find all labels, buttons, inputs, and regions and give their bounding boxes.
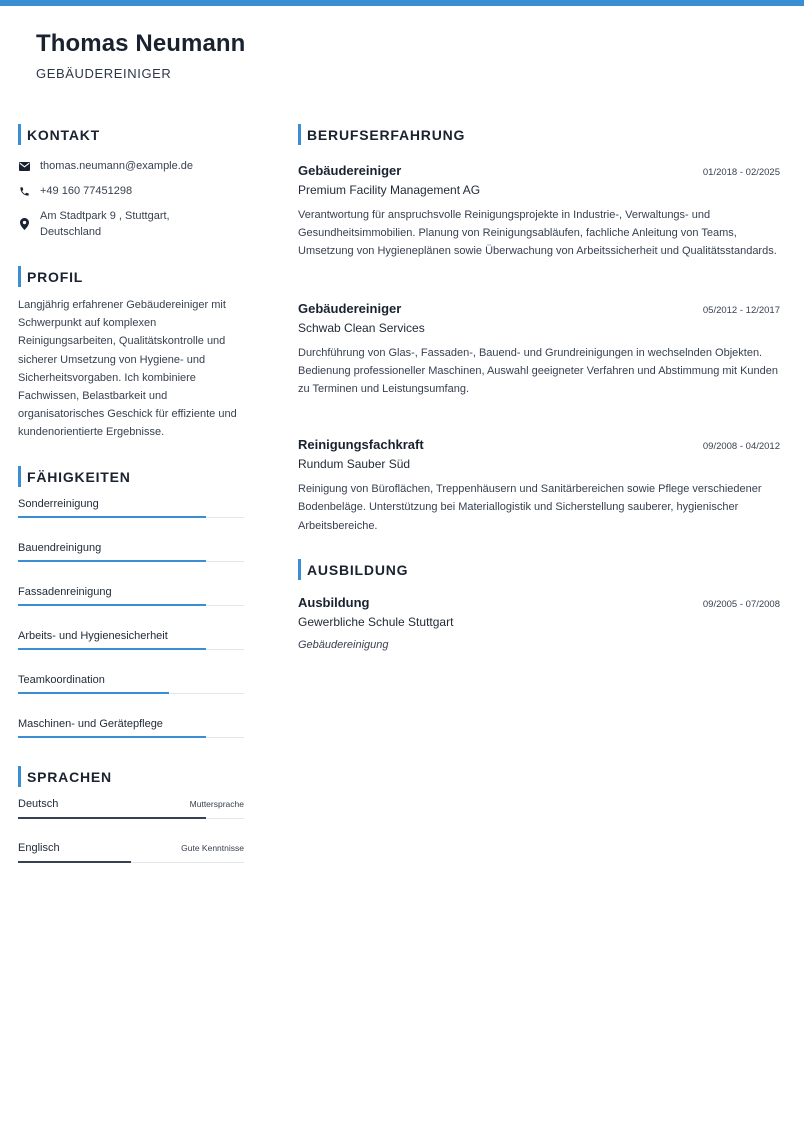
job-company: Premium Facility Management AG (298, 183, 481, 197)
skill-bar-track (18, 561, 244, 562)
language-bar-track (18, 818, 244, 819)
language-name: Deutsch (18, 797, 59, 810)
job-company: Rundum Sauber Süd (298, 457, 411, 472)
experience-item (298, 301, 780, 399)
contact-phone[interactable] (18, 183, 244, 199)
skill-bar-fill (18, 692, 169, 694)
skill-bar-track (18, 737, 244, 738)
section-heading-contact: KONTAKT (18, 124, 244, 146)
contact-address (18, 208, 244, 240)
job-description: Durchführung von Glas-, Fassaden-, Bauend- und Grundreinigungen in wechselnden Objekten. Bedienung professioneller Maschinen, Auswahl geeigneter Verfahren und Abstimmung mit Kunden zu Terminen und Leistungsumfang. (298, 346, 779, 396)
skill-bar-track (18, 605, 244, 606)
language-bar-track (18, 862, 244, 863)
job-title: Gebäudereiniger (298, 300, 402, 316)
job-date: 09/2008 - 04/2012 (702, 441, 780, 453)
right-column (298, 124, 780, 651)
contact-address-text (40, 208, 170, 240)
job-company: Schwab Clean Services (298, 320, 425, 335)
section-heading-skills: FÄHIGKEITEN (18, 466, 244, 488)
candidate-name: Thomas Neumann (36, 30, 246, 57)
contact-email[interactable] (18, 158, 244, 174)
skill-bar-track (18, 693, 244, 694)
contact-phone-text: +49 160 77451298 (40, 185, 133, 197)
section-heading-experience: BERUFSERFAHRUNG (298, 124, 780, 146)
skill-name: Bauendreinigung (18, 541, 102, 554)
left-column (18, 124, 244, 876)
skill-item (18, 576, 244, 620)
languages-list (18, 788, 244, 876)
education-date: 09/2005 - 07/2008 (702, 598, 780, 610)
contact-email-text: thomas.neumann@example.de (40, 160, 194, 172)
job-title: Reinigungsfachkraft (298, 437, 424, 453)
skill-bar-fill (18, 648, 206, 650)
mail-icon (18, 158, 30, 174)
location-pin-icon (18, 208, 30, 240)
skill-item (18, 708, 244, 752)
skill-bar-fill (18, 516, 206, 518)
phone-icon (18, 183, 30, 199)
skill-name: Maschinen- und Gerätepflege (18, 717, 163, 730)
job-date: 01/2018 - 02/2025 (702, 167, 780, 178)
address-line-2: Deutschland (40, 226, 102, 238)
education-item (298, 595, 780, 651)
language-item (18, 832, 244, 876)
job-date: 05/2012 - 12/2017 (702, 304, 780, 316)
skill-name: Teamkoordination (18, 673, 105, 686)
language-bar-fill (18, 861, 131, 863)
section-heading-languages: SPRACHEN (18, 766, 244, 788)
language-level: Gute Kenntnisse (181, 842, 244, 853)
skill-name: Sonderreinigung (18, 497, 99, 510)
skill-item (18, 488, 244, 532)
skill-item (18, 664, 244, 708)
skills-list (18, 488, 244, 752)
top-accent-bar (0, 0, 804, 6)
education-field: Gebäudereinigung (298, 638, 389, 651)
education-title: Ausbildung (298, 594, 370, 610)
section-heading-education: AUSBILDUNG (298, 559, 780, 581)
profile-text: Langjährig erfahrener Gebäudereiniger mit Schwerpunkt auf komplexen Reinigungsarbeiten, Qualitätskontrolle und sicherer Umsetzung von Hygiene- und Sicherheitsvorgaben. Ich kombiniere Fachwissen, Belastbarkeit und organisatorisches Geschick für effiziente und kundenorientierte Ergebnisse. (18, 299, 237, 439)
section-heading-profile: PROFIL (18, 266, 244, 288)
job-description: Verantwortung für anspruchsvolle Reinigungsprojekte in Industrie-, Verwaltungs- und Gesundheitsimmobilien. Planung von Reinigungsabläufen, fachliche Anleitung von Teams, Umsetzung von Hygieneplänen sowie Überwachung von Arbeitssicherheit und Qualitätsstandards. (298, 209, 777, 258)
language-bar-fill (18, 817, 206, 819)
language-name: Englisch (18, 841, 60, 854)
language-level: Muttersprache (189, 798, 244, 809)
skill-item (18, 620, 244, 664)
skill-bar-track (18, 517, 244, 518)
experience-item (298, 163, 780, 261)
job-description: Reinigung von Büroflächen, Treppenhäusern und Sanitärbereichen sowie Pflege verschiedener Bodenbeläge. Unterstützung bei Materiallogistik und Sicherstellung sauberer, hygienischer Arbeitsbereiche. (298, 483, 762, 532)
skill-bar-fill (18, 736, 206, 738)
language-item (18, 788, 244, 832)
resume-header (36, 30, 245, 81)
candidate-title: GEBÄUDEREINIGER (36, 66, 172, 81)
skill-item (18, 532, 244, 576)
skill-bar-fill (18, 560, 206, 562)
skill-bar-fill (18, 604, 206, 606)
education-school: Gewerbliche Schule Stuttgart (298, 614, 454, 629)
job-title: Gebäudereiniger (298, 163, 402, 178)
contact-list (18, 158, 244, 240)
address-line-1: Am Stadtpark 9 , Stuttgart, (40, 210, 170, 222)
experience-item (298, 437, 780, 535)
skill-name: Fassadenreinigung (18, 585, 112, 598)
skill-bar-track (18, 649, 244, 650)
skill-name: Arbeits- und Hygienesicherheit (18, 629, 168, 642)
